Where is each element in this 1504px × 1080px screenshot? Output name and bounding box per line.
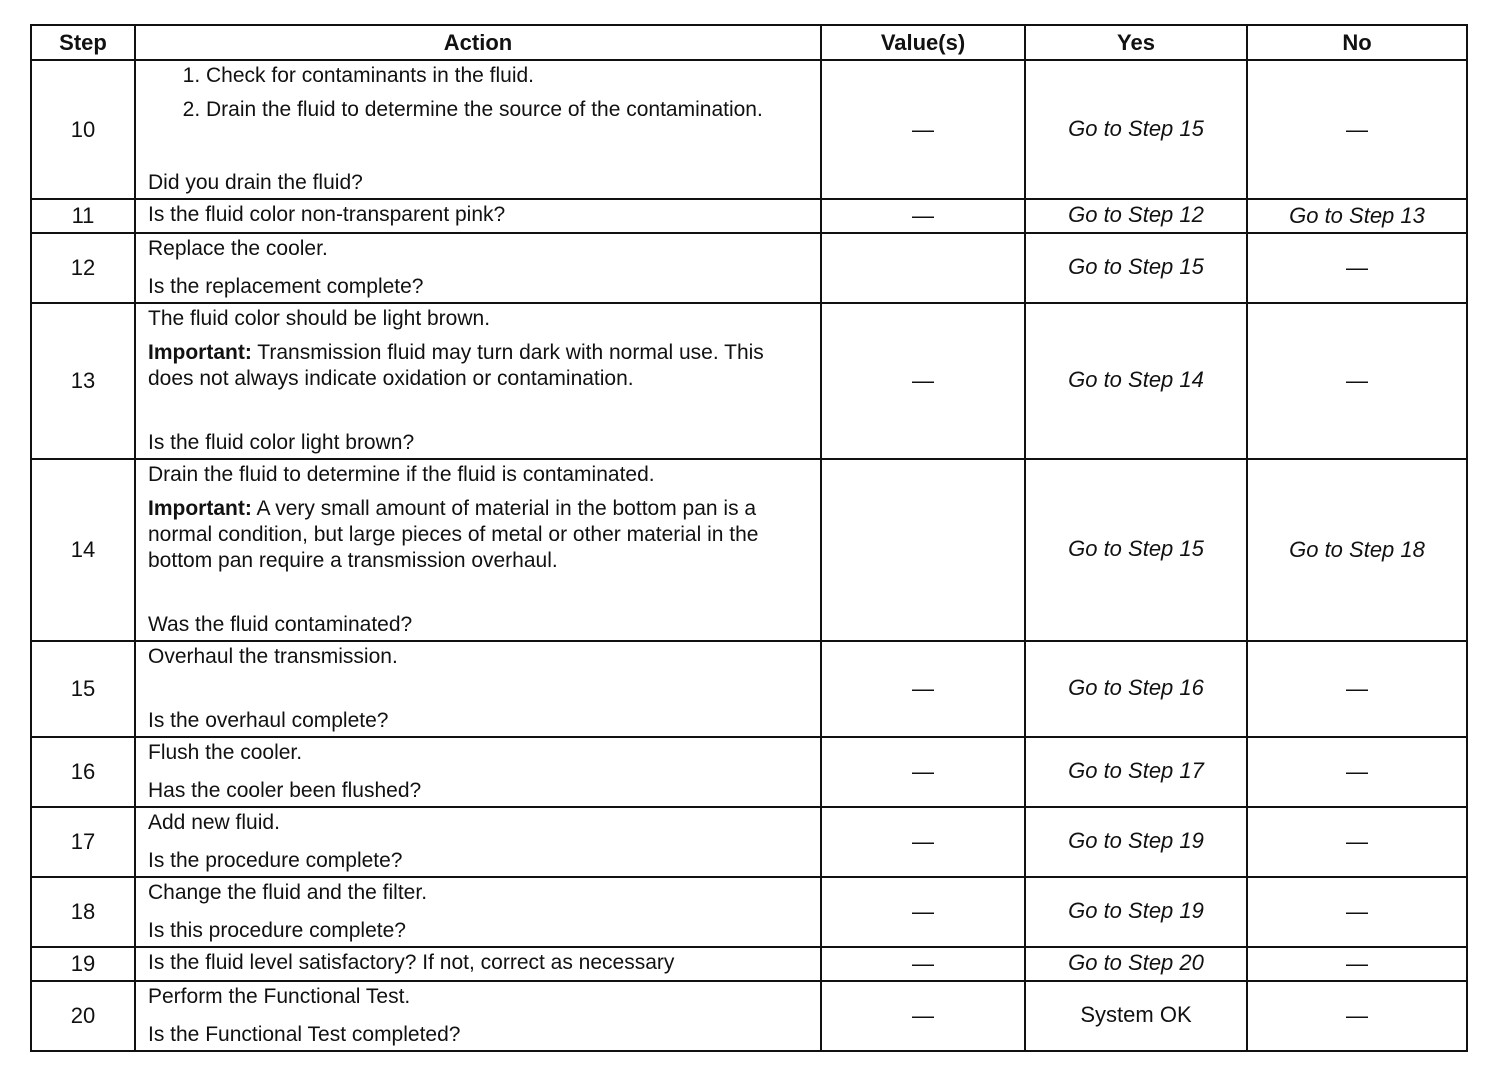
action-question: Did you drain the fluid? (148, 171, 363, 194)
table-row (31, 981, 1467, 1051)
step-number: 12 (31, 233, 135, 303)
action-text: The fluid color should be light brown. (148, 307, 491, 330)
action-text: Replace the cooler. (148, 237, 328, 260)
step-number: 18 (31, 877, 135, 947)
value-cell (821, 233, 1025, 303)
header-values: Value(s) (821, 25, 1025, 60)
action-cell (135, 199, 821, 233)
action-cell (135, 807, 821, 877)
action-content (148, 236, 810, 300)
action-question: Is the replacement complete? (148, 275, 424, 298)
value-cell: — (821, 877, 1025, 947)
no-result: Go to Step 13 (1247, 199, 1467, 233)
value-cell: — (821, 641, 1025, 737)
action-question: Is the overhaul complete? (148, 709, 389, 732)
yes-result: Go to Step 19 (1025, 807, 1247, 877)
important-text: Transmission fluid may turn dark with normal use. This does not always indicate oxidation or contamination. (148, 341, 764, 390)
no-result: — (1247, 947, 1467, 981)
action-question: Is the procedure complete? (148, 849, 403, 872)
action-content (148, 202, 810, 230)
action-text: Flush the cooler. (148, 741, 303, 764)
action-cell (135, 303, 821, 459)
yes-result: Go to Step 20 (1025, 947, 1247, 981)
table-row (31, 877, 1467, 947)
no-result: — (1247, 233, 1467, 303)
action-instructions (148, 810, 810, 836)
no-result: — (1247, 303, 1467, 459)
yes-result: System OK (1025, 981, 1247, 1051)
no-result: — (1247, 60, 1467, 199)
action-content (148, 984, 810, 1048)
table-row (31, 303, 1467, 459)
step-number: 20 (31, 981, 135, 1051)
action-text: Add new fluid. (148, 811, 280, 834)
table-row (31, 60, 1467, 199)
action-question: Is the Functional Test completed? (148, 1023, 461, 1046)
header-no: No (1247, 25, 1467, 60)
yes-result: Go to Step 15 (1025, 459, 1247, 641)
no-result: Go to Step 18 (1247, 459, 1467, 641)
value-cell: — (821, 807, 1025, 877)
header-step: Step (31, 25, 135, 60)
yes-result: Go to Step 19 (1025, 877, 1247, 947)
action-instructions (148, 462, 810, 574)
action-content (148, 63, 810, 196)
value-cell (821, 459, 1025, 641)
table-row (31, 737, 1467, 807)
step-number: 19 (31, 947, 135, 981)
action-cell (135, 877, 821, 947)
action-content (148, 306, 810, 456)
yes-result: Go to Step 15 (1025, 60, 1247, 199)
action-list-item: 2. Drain the fluid to determine the source of the contamination. (206, 97, 810, 123)
header-row (31, 25, 1467, 60)
no-result: — (1247, 981, 1467, 1051)
header-yes: Yes (1025, 25, 1247, 60)
action-cell (135, 459, 821, 641)
no-result: — (1247, 807, 1467, 877)
table-row (31, 947, 1467, 981)
action-instructions (148, 236, 810, 262)
value-cell: — (821, 60, 1025, 199)
important-note (148, 496, 810, 574)
no-result: — (1247, 737, 1467, 807)
action-instructions (148, 306, 810, 392)
action-instructions (148, 63, 810, 131)
action-instructions (148, 644, 810, 670)
important-label: Important: (148, 341, 252, 364)
action-list (148, 63, 810, 123)
value-cell: — (821, 981, 1025, 1051)
action-text: Drain the fluid to determine if the fluid is contaminated. (148, 463, 655, 486)
no-result: — (1247, 877, 1467, 947)
action-cell (135, 947, 821, 981)
table-row (31, 233, 1467, 303)
yes-result: Go to Step 16 (1025, 641, 1247, 737)
action-cell (135, 641, 821, 737)
action-instructions (148, 880, 810, 906)
step-number: 17 (31, 807, 135, 877)
action-question: Is this procedure complete? (148, 919, 406, 942)
action-list-item: 1. Check for contaminants in the fluid. (206, 63, 810, 89)
action-content (148, 740, 810, 804)
action-text: Overhaul the transmission. (148, 645, 398, 668)
table-row (31, 199, 1467, 233)
step-number: 13 (31, 303, 135, 459)
header-action: Action (135, 25, 821, 60)
action-question: Is the fluid level satisfactory? If not, correct as necessary (148, 951, 675, 974)
value-cell: — (821, 303, 1025, 459)
table-row (31, 641, 1467, 737)
action-cell (135, 737, 821, 807)
action-instructions (148, 740, 810, 766)
action-text: Perform the Functional Test. (148, 985, 411, 1008)
action-content (148, 810, 810, 874)
action-text: Change the fluid and the filter. (148, 881, 428, 904)
action-instructions (148, 984, 810, 1010)
table-row (31, 459, 1467, 641)
important-note (148, 340, 810, 392)
step-number: 14 (31, 459, 135, 641)
value-cell: — (821, 199, 1025, 233)
procedure-table (30, 24, 1468, 1052)
step-number: 11 (31, 199, 135, 233)
table-row (31, 807, 1467, 877)
value-cell: — (821, 947, 1025, 981)
action-question: Has the cooler been flushed? (148, 779, 422, 802)
value-cell: — (821, 737, 1025, 807)
no-result: — (1247, 641, 1467, 737)
yes-result: Go to Step 14 (1025, 303, 1247, 459)
action-content (148, 462, 810, 638)
action-question: Is the fluid color light brown? (148, 431, 415, 454)
yes-result: Go to Step 15 (1025, 233, 1247, 303)
step-number: 15 (31, 641, 135, 737)
action-question: Was the fluid contaminated? (148, 613, 413, 636)
step-number: 16 (31, 737, 135, 807)
action-content (148, 950, 810, 978)
yes-result: Go to Step 12 (1025, 199, 1247, 233)
action-question: Is the fluid color non-transparent pink? (148, 203, 506, 226)
action-content (148, 644, 810, 734)
action-cell (135, 233, 821, 303)
important-text: A very small amount of material in the bottom pan is a normal condition, but large pieces of metal or other material in the bottom pan require a transmission overhaul. (148, 497, 759, 572)
action-content (148, 880, 810, 944)
important-label: Important: (148, 497, 252, 520)
action-cell (135, 981, 821, 1051)
action-cell (135, 60, 821, 199)
yes-result: Go to Step 17 (1025, 737, 1247, 807)
step-number: 10 (31, 60, 135, 199)
